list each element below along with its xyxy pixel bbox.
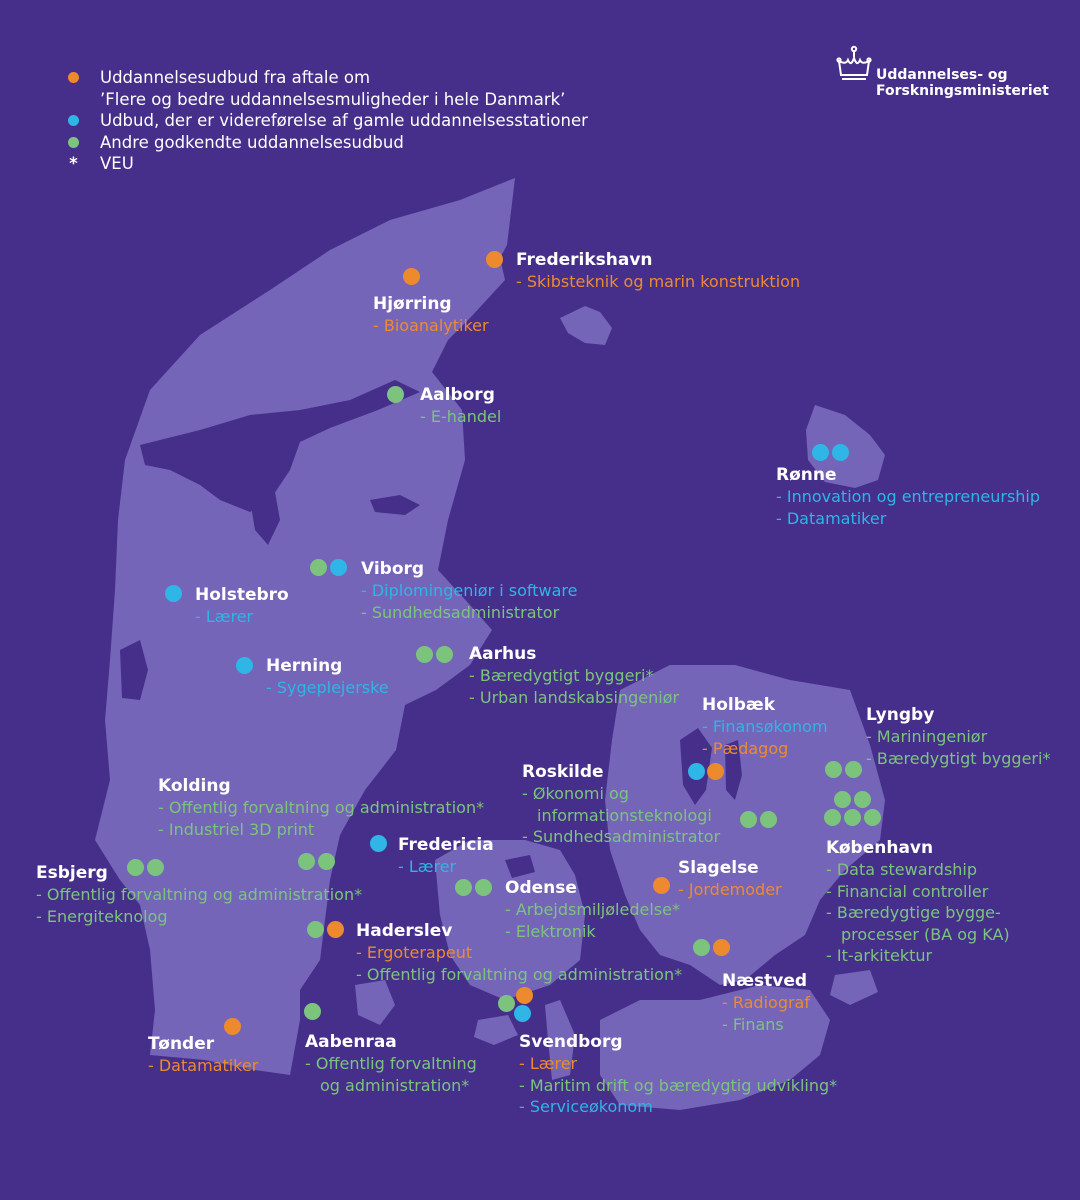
blue-marker-icon xyxy=(812,444,829,461)
aeroe-island xyxy=(474,1015,518,1045)
city-kobenhavn xyxy=(826,837,1010,967)
program-label: informationsteknologi xyxy=(537,805,712,825)
program-label: - Skibsteknik og marin konstruktion xyxy=(516,272,801,291)
green-marker-icon xyxy=(127,859,144,876)
city-name: Esbjerg xyxy=(36,863,108,883)
city-name: Aabenraa xyxy=(305,1032,397,1052)
orange-marker-icon xyxy=(653,877,670,894)
city-name: Roskilde xyxy=(522,762,604,782)
city-name: Fredericia xyxy=(398,835,494,855)
program-label: - Arbejdsmiljøledelse* xyxy=(505,900,680,919)
green-marker-icon xyxy=(475,879,492,896)
city-name: København xyxy=(826,838,934,858)
logo-line-2: Forskningsministeriet xyxy=(876,83,1049,99)
logo-line-1: Uddannelses- og xyxy=(876,67,1008,83)
legend-item-veu xyxy=(68,153,588,175)
program-label: - Innovation og entrepreneurship xyxy=(776,487,1041,506)
green-marker-icon xyxy=(498,995,515,1012)
legend-item-orange xyxy=(68,67,588,110)
city-naestved xyxy=(722,970,810,1035)
orange-marker-icon xyxy=(707,763,724,780)
orange-marker-icon xyxy=(403,268,420,285)
orange-marker-icon xyxy=(224,1018,241,1035)
program-label: - Offentlig forvaltning xyxy=(305,1054,477,1073)
green-marker-icon xyxy=(854,791,871,808)
city-name: Lyngby xyxy=(866,705,935,725)
blue-marker-icon xyxy=(370,835,387,852)
legend xyxy=(68,67,588,175)
green-marker-icon xyxy=(834,791,851,808)
legend-item-blue xyxy=(68,110,588,132)
program-label: - Offentlig forvaltning og administration* xyxy=(158,798,485,817)
orange-marker-icon xyxy=(713,939,730,956)
program-label: - Energiteknolog xyxy=(36,906,168,926)
green-marker-icon xyxy=(304,1003,321,1020)
als-island xyxy=(355,980,395,1025)
program-label: - Radiograf xyxy=(722,993,810,1012)
orange-marker-icon xyxy=(516,987,533,1004)
program-label: - Urban landskabsingeniør xyxy=(469,687,680,707)
city-name: Odense xyxy=(505,878,577,898)
city-aabenraa xyxy=(305,1031,477,1096)
program-label: - Lærer xyxy=(398,857,457,876)
city-name: Svendborg xyxy=(519,1032,623,1052)
city-name: Kolding xyxy=(158,776,231,796)
moen-island xyxy=(830,970,878,1005)
city-aalborg xyxy=(420,384,501,428)
city-viborg xyxy=(361,558,577,623)
green-marker-icon xyxy=(416,646,433,663)
program-label: - E-handel xyxy=(420,407,502,426)
crown-icon xyxy=(836,45,872,83)
program-label: - Industriel 3D print xyxy=(158,819,315,839)
city-name: Aalborg xyxy=(420,385,495,405)
program-label: - Datamatiker xyxy=(776,508,887,528)
city-name: Næstved xyxy=(722,971,808,991)
city-name: Haderslev xyxy=(356,921,453,941)
program-label: - Offentlig forvaltning og administration* xyxy=(36,885,363,904)
city-name: Hjørring xyxy=(373,294,452,314)
program-label: - Sygeplejerske xyxy=(266,678,389,697)
city-kolding xyxy=(158,775,484,840)
program-label: - Mariningeniør xyxy=(866,727,988,746)
city-name: Holbæk xyxy=(702,695,776,715)
green-marker-icon xyxy=(298,853,315,870)
green-marker-icon xyxy=(318,853,335,870)
orange-dot-icon xyxy=(68,72,79,83)
city-name: Viborg xyxy=(361,559,425,579)
program-label: - Sundhedsadministrator xyxy=(361,602,560,622)
city-aarhus xyxy=(469,643,679,708)
program-label: - Jordemoder xyxy=(678,880,782,899)
green-marker-icon xyxy=(740,811,757,828)
program-label: - Finansøkonom xyxy=(702,717,828,736)
program-label: - Ergoterapeut xyxy=(356,943,473,962)
program-label: - Lærer xyxy=(519,1054,578,1073)
blue-marker-icon xyxy=(236,657,253,674)
program-label: - Elektronik xyxy=(505,921,596,941)
program-label: - Lærer xyxy=(195,607,254,626)
green-dot-icon xyxy=(68,137,79,148)
program-label: - Sundhedsadministrator xyxy=(522,827,721,846)
program-label: - It-arkitektur xyxy=(826,946,933,965)
green-marker-icon xyxy=(825,761,842,778)
city-tonder xyxy=(148,1033,258,1077)
city-holbaek xyxy=(702,694,828,759)
blue-marker-icon xyxy=(688,763,705,780)
program-label: - Datamatiker xyxy=(148,1056,259,1075)
legend-text-green: Andre godkendte uddannelsesudbud xyxy=(100,132,404,152)
city-svendborg xyxy=(519,1031,837,1118)
green-marker-icon xyxy=(824,809,841,826)
blue-marker-icon xyxy=(832,444,849,461)
blue-marker-icon xyxy=(514,1005,531,1022)
program-label: - Serviceøkonom xyxy=(519,1097,653,1116)
green-marker-icon xyxy=(147,859,164,876)
ministry-logo xyxy=(836,45,1049,99)
orange-marker-icon xyxy=(327,921,344,938)
green-marker-icon xyxy=(310,559,327,576)
blue-dot-icon xyxy=(68,115,79,126)
green-marker-icon xyxy=(455,879,472,896)
city-name: Aarhus xyxy=(469,644,537,664)
program-label: - Bæredygtigt byggeri* xyxy=(469,666,654,685)
green-marker-icon xyxy=(760,811,777,828)
city-haderslev xyxy=(356,920,682,985)
program-label: - Diplomingeniør i software xyxy=(361,581,578,600)
orange-marker-icon xyxy=(486,251,503,268)
blue-marker-icon xyxy=(330,559,347,576)
green-marker-icon xyxy=(844,809,861,826)
green-marker-icon xyxy=(436,646,453,663)
laesoe-island xyxy=(560,306,612,345)
program-label: - Bæredygtige bygge- xyxy=(826,903,1001,922)
program-label: - Bæredygtigt byggeri* xyxy=(866,748,1051,768)
city-frederikshavn xyxy=(516,249,800,293)
city-name: Frederikshavn xyxy=(516,250,653,270)
city-fredericia xyxy=(398,834,494,878)
city-name: Rønne xyxy=(776,465,837,485)
city-name: Tønder xyxy=(148,1034,215,1054)
green-marker-icon xyxy=(693,939,710,956)
logo-text xyxy=(876,67,1049,99)
program-label: processer (BA og KA) xyxy=(841,924,1010,944)
city-herning xyxy=(266,655,389,699)
city-holstebro xyxy=(195,584,289,628)
asterisk-icon: * xyxy=(69,154,78,173)
program-label: og administration* xyxy=(320,1075,470,1095)
program-label: - Finans xyxy=(722,1014,784,1034)
legend-text-orange: Uddannelsesudbud fra aftale om ’Flere og bedre uddannelsesmuligheder i hele Danmark’ xyxy=(100,68,566,109)
legend-item-green xyxy=(68,132,588,154)
green-marker-icon xyxy=(307,921,324,938)
program-label: - Maritim drift og bæredygtig udvikling* xyxy=(519,1075,838,1095)
program-label: - Pædagog xyxy=(702,738,789,758)
city-slagelse xyxy=(678,857,782,901)
city-name: Herning xyxy=(266,656,343,676)
program-label: - Data stewardship xyxy=(826,860,978,879)
program-label: - Financial controller xyxy=(826,881,989,901)
green-marker-icon xyxy=(387,386,404,403)
legend-text-veu: VEU xyxy=(100,154,134,173)
green-marker-icon xyxy=(845,761,862,778)
city-hjorring xyxy=(373,293,489,337)
city-esbjerg xyxy=(36,862,362,927)
program-label: - Bioanalytiker xyxy=(373,316,489,335)
blue-marker-icon xyxy=(165,585,182,602)
program-label: - Økonomi og xyxy=(522,784,629,803)
legend-text-blue: Udbud, der er videreførelse af gamle uddannelsesstationer xyxy=(100,111,588,130)
city-name: Holstebro xyxy=(195,585,289,605)
city-name: Slagelse xyxy=(678,858,759,878)
city-lyngby xyxy=(866,704,1050,769)
green-marker-icon xyxy=(864,809,881,826)
city-ronne xyxy=(776,464,1040,529)
program-label: - Offentlig forvaltning og administration* xyxy=(356,964,683,984)
